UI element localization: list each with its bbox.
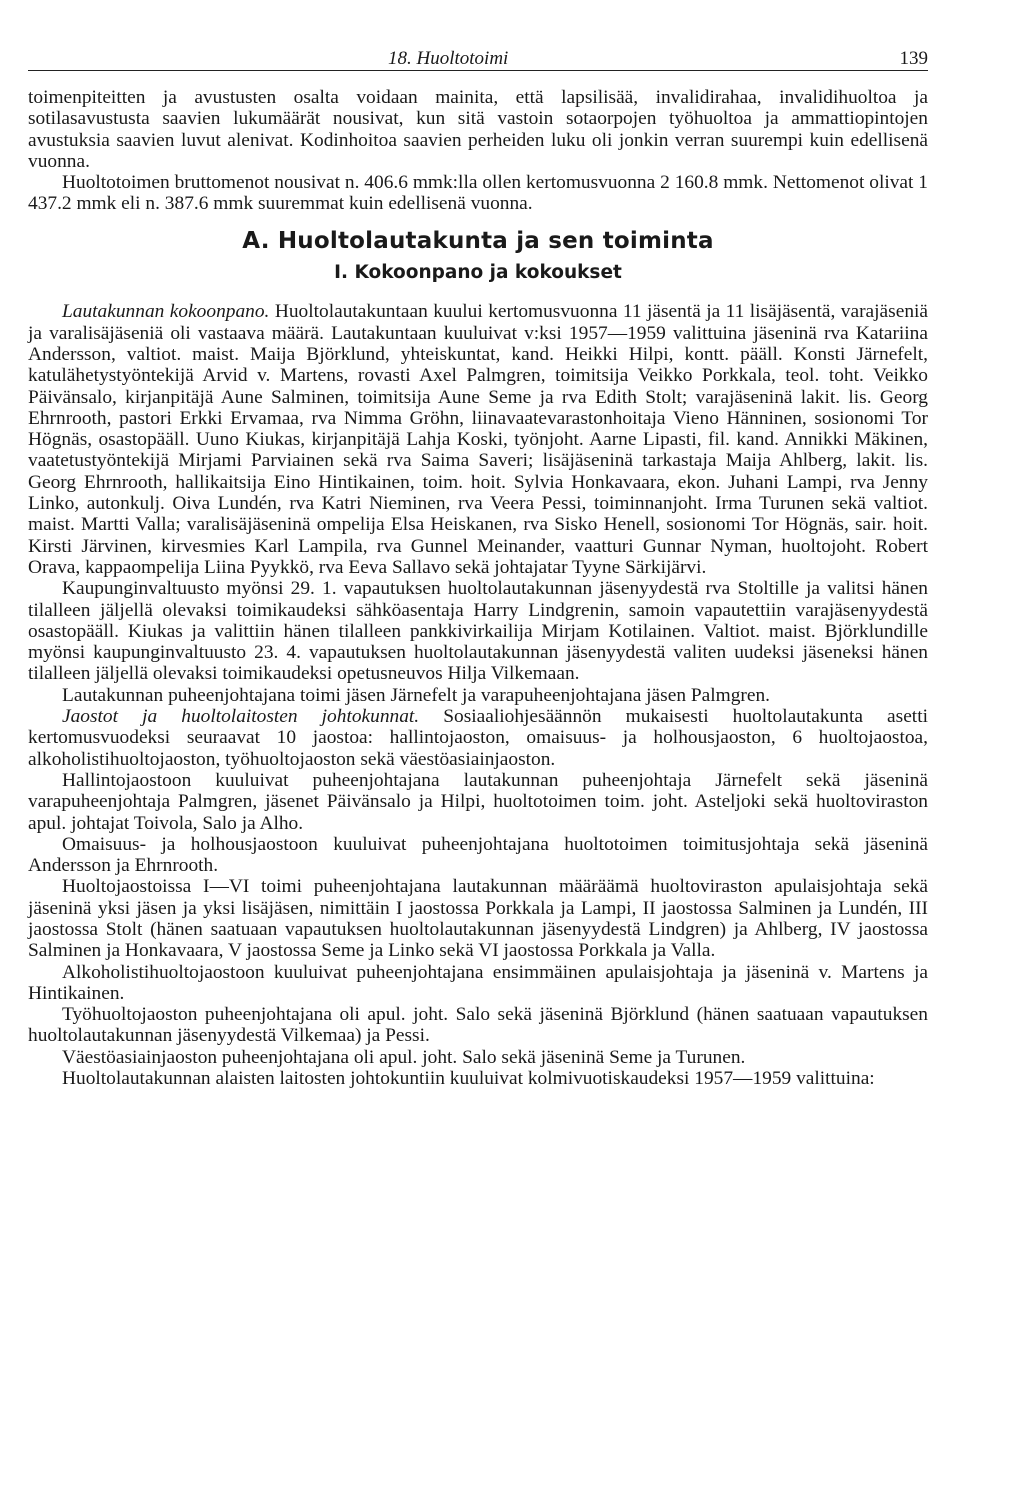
chapter-heading: A. Huoltolautakunta ja sen toiminta — [242, 227, 714, 254]
paragraph: Huoltolautakunnan alaisten laitosten johtokuntiin kuuluivat kolmivuotiskaudeksi 1957—1959 valittuina: — [62, 1068, 875, 1090]
paragraph — [28, 301, 928, 578]
body-text — [28, 87, 928, 1089]
paragraph-lead: Lautakunnan kokoonpano. — [62, 301, 270, 323]
paragraph: toimenpiteitten ja avustusten osalta voidaan mainita, että lapsilisää, invalidirahaa, invalidihuoltoa ja sotilasavustusta saavien lukumäärät nousivat, kun sitä vastoin sotaorpojen työhuoltoa ja ammattiopintojen avustuksia saavien luvut alenivat. Kodinhoitoa saavien perheiden luku oli jonkin verran suurempi kuin edellisenä vuonna. — [28, 87, 928, 172]
paragraph: Työhuoltojaoston puheenjohtajana oli apul. joht. Salo sekä jäseninä Björklund (hänen saatuaan vapautuksen huoltolautakunnan jäsenyydestä Vilkemaa) ja Pessi. — [28, 1004, 928, 1047]
running-header — [28, 44, 928, 70]
paragraph: Väestöasiainjaoston puheenjohtajana oli apul. joht. Salo sekä jäseninä Seme ja Turunen. — [62, 1046, 746, 1068]
section-title: 18. Huoltotoimi — [388, 48, 509, 69]
subsection-heading: I. Kokoonpano ja kokoukset — [334, 262, 622, 284]
header-rule — [28, 70, 928, 71]
paragraph-lead: Jaostot ja huoltolaitosten johtokunnat. — [62, 706, 420, 728]
paragraph: Huoltojaostoissa I—VI toimi puheenjohtajana lautakunnan määräämä huoltoviraston apulaisjohtaja sekä jäseninä yksi jäsen ja yksi lisäjäsen, nimittäin I jaostossa Porkkala ja Lampi, II jaostossa Salminen ja Lundén, III jaostossa Stolt (hänen saatuaan vapautuksen huoltolautakunnan jäsenyydestä Lindgren) ja Ahlberg, IV jaostossa Salminen ja Honkavaara, V jaostossa Seme ja Linko sekä VI jaostossa Porkkala ja Valla. — [28, 876, 928, 962]
paragraph-text: Huoltolautakuntaan kuului kertomusvuonna 11 jäsentä ja 11 lisäjäsentä, varajäseniä ja varalisäjäseniä oli vastaava määrä. Lautakuntaan kuuluivat v:ksi 1957—1959 valittuina jäseninä rva Katariina Andersson, valtiot. maist. Maija Björklund, yhteiskuntat, kand. Heikki Hilpi, kontt. pääll. Konsti Järnefelt, katulähetystyöntekijä Arvid v. Martens, rovasti Axel Palmgren, toimitsija Veikko Porkkala, teol. toht. Veikko Päivänsalo, kirjanpitäjä Aune Salminen, toimitsija Aune Seme ja rva Edith Stolt; varajäseninä lakit. lis. Georg Ehrnrooth, pastori Erkki Ervamaa, rva Nimma Gröhn, liinavaatevarastonhoitaja Vieno Hänninen, sosionomi Tor Högnäs, osastopääll. Uuno Kiukas, kirjanpitäjä Lahja Koski, työnjoht. Aarne Lipasti, fil. kand. Annikki Mäkinen, vaatetustyöntekijä Mirjami Parviainen sekä rva Saima Saveri; lisäjäseninä tarkastaja Maija Ahlberg, lakit. lis. Georg Ehrnrooth, hallikaitsija Eino Hintikainen, toim. hoit. Sylvia Honkavaara, ekon. Juhani Lampi, rva Jenny Linko, autonkulj. Oiva Lundén, rva Katri Nieminen, rva Veera Pessi, toiminnanjoht. Irma Turunen sekä valtiot. maist. Martti Valla; varalisäjäseninä ompelija Elsa Heiskanen, rva Sisko Henell, sosionomi Tor Högnäs, sair. hoit. Kirsti Järvinen, kirvesmies Karl Lampila, rva Gunnel Meinander, vaatturi Gunnar Nyman, huoltojoht. Robert Orava, kappaompelija Liina Pyykkö, rva Eeva Sallavo sekä johtajatar Tyyne Särkijärvi. — [28, 301, 929, 578]
paragraph: Alkoholistihuoltojaostoon kuuluivat puheenjohtajana ensimmäinen apulaisjohtaja ja jäseninä v. Martens ja Hintikainen. — [28, 961, 928, 1004]
paragraph — [28, 706, 928, 770]
page-number: 139 — [899, 48, 928, 69]
paragraph: Kaupunginvaltuusto myönsi 29. 1. vapautuksen huoltolautakunnan jäsenyydestä rva Stoltille ja valitsi hänen tilalleen jäljellä olevaksi toimikaudeksi sähköasentaja Harry Lindgrenin, samoin vapautettiin varajäsenyydestä osastopääll. Kiukas ja valittiin hänen tilalleen pankkivirkailija Mirjam Kotilainen. Valtiot. maist. Björklundille myönsi kaupunginvaltuusto 23. 4. vapautuksen huoltolautakunnan jäsenyydestä valiten uudeksi jäseneksi hänen tilalleen jäljellä olevaksi toimikaudeksi opetusneuvos Hilja Vilkemaan. — [28, 578, 928, 685]
paragraph: Hallintojaostoon kuuluivat puheenjohtajana lautakunnan puheenjohtaja Järnefelt sekä jäseninä varapuheenjohtaja Palmgren, jäsenet Päivänsalo ja Hilpi, huoltotoimen toim. joht. Asteljoki sekä huoltoviraston apul. johtajat Toivola, Salo ja Alho. — [28, 769, 928, 834]
paragraph-text: Sosiaaliohjesäännön mukaisesti huoltolautakunta asetti kertomusvuodeksi seuraavat 10 jaostoa: hallintojaoston, omaisuus- ja holhousjaoston, 6 huoltojaostoa, alkoholistihuoltojaoston, työhuoltojaoston sekä väestöasiainjaoston. — [28, 706, 928, 770]
paragraph: Lautakunnan puheenjohtajana toimi jäsen Järnefelt ja varapuheenjohtajana jäsen Palmgren. — [62, 684, 771, 706]
document-page — [28, 44, 928, 1089]
paragraph: Omaisuus- ja holhousjaostoon kuuluivat puheenjohtajana huoltotoimen toimitusjohtaja sekä jäseninä Andersson ja Ehrnrooth. — [28, 833, 928, 877]
paragraph: Huoltotoimen bruttomenot nousivat n. 406.6 mmk:lla ollen kertomusvuonna 2 160.8 mmk. Nettomenot olivat 1 437.2 mmk eli n. 387.6 mmk suuremmat kuin edellisenä vuonna. — [28, 172, 928, 215]
